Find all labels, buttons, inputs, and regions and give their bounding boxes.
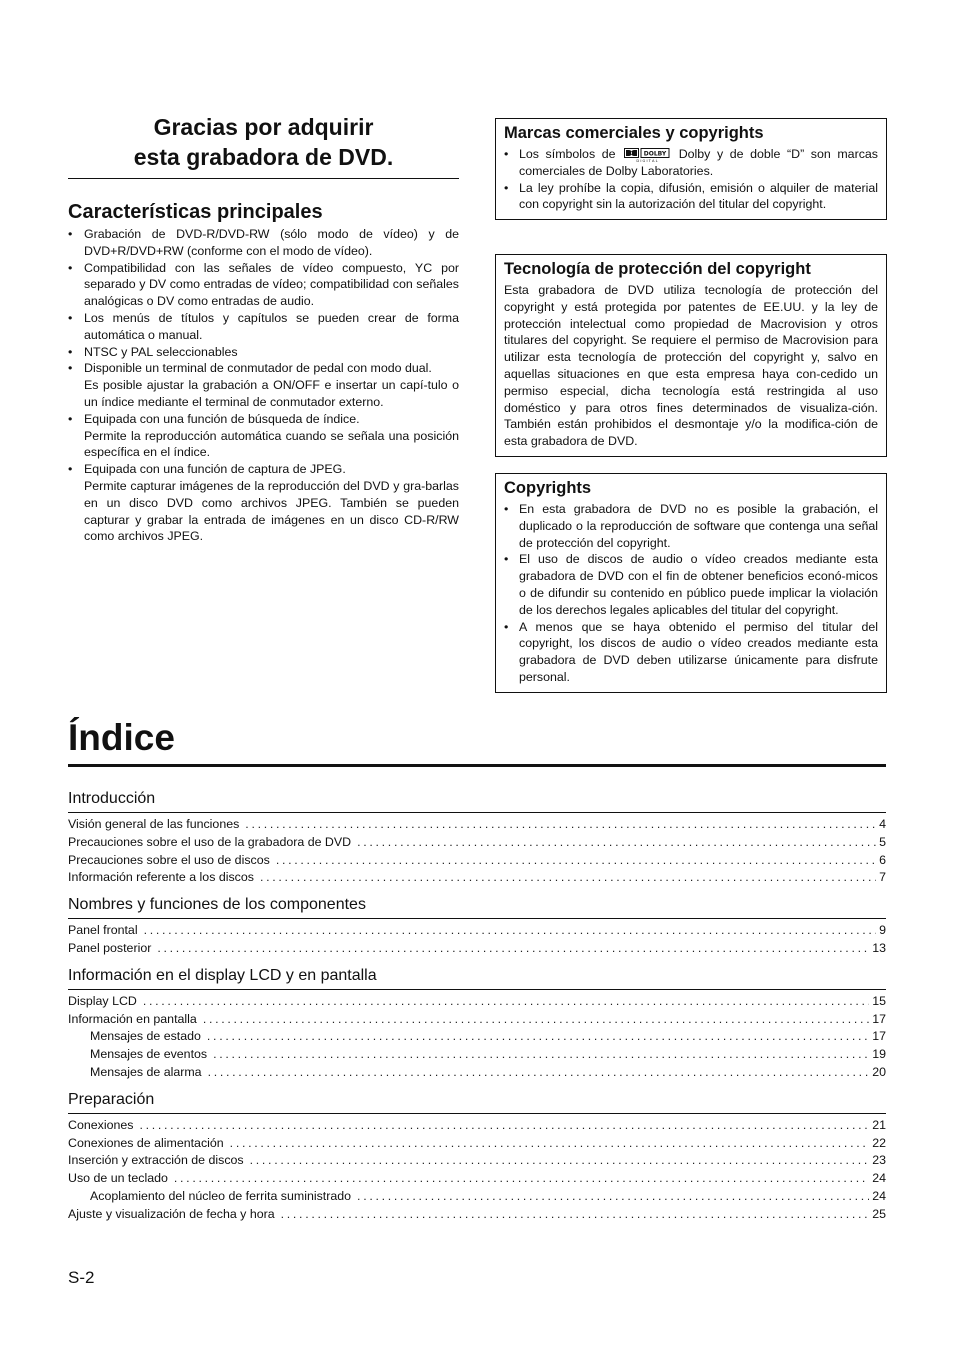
toc-section [68, 963, 886, 1082]
toc-entry[interactable]: Conexiones ..... 21 [68, 1117, 886, 1135]
toc-entry[interactable]: Mensajes de alarma ..... 20 [68, 1064, 886, 1082]
feature-item: • Equipada con una función de búsqueda de índice. Permite la reproducción automática cuando se señala una posición específica en el índice. [68, 411, 459, 461]
toc-entry[interactable]: Información referente a los discos ..... 7 [68, 869, 886, 887]
index-title: Índice [68, 712, 886, 767]
trademarks-box [495, 118, 887, 220]
copyrights-list [504, 501, 878, 686]
copyrights-heading: Copyrights [504, 479, 592, 497]
toc-section-heading: Preparación [68, 1087, 886, 1114]
svg-text:DOLBY: DOLBY [643, 150, 667, 158]
copyrights-box [495, 473, 887, 693]
protection-heading: Tecnología de protección del copyright [504, 260, 811, 278]
left-column [68, 112, 459, 545]
toc-section-heading: Introducción [68, 786, 886, 813]
protection-body: Esta grabadora de DVD utiliza tecnología de protección del copyright y está protegida por patentes de EE.UU. y la ley de protección intelectual como propiedad de Macrovision y otros titulares del copyright. Se requiere el permiso de Macrovision para utilizar esta tecnología de protección del copyright y, salvo en aquellas situaciones en que esta empresa haya con-cedido un permiso especial, dicha tecnología está restringida al uso doméstico y para otros fines determinados de visualiza-ción. También están prohibidos el desmontaje y/o la modifica-ción de esta grabadora de DVD. [504, 283, 878, 449]
toc-entry[interactable]: Mensajes de estado ..... 17 [68, 1028, 886, 1046]
trademarks-list [504, 146, 878, 213]
thanks-title-line2: esta grabadora de DVD. [133, 144, 394, 170]
feature-subtext: Permite capturar imágenes de la reproducción del DVD y gra-barlas en un disco DVD como archivos JPEG. También se pueden capturar y grabar la entrada de imágenes en un disco CD-R/RW como archivos JPEG. [84, 478, 459, 544]
feature-item: • Compatibilidad con las señales de vídeo compuesto, YC por separado y DV como entradas de vídeo; compatibilidad con señales analógicas o DV como entradas de audio. [68, 260, 459, 310]
svg-text:D I G I T A L: D I G I T A L [636, 158, 658, 162]
toc-entry[interactable]: Inserción y extracción de discos ..... 23 [68, 1152, 886, 1170]
toc-entry[interactable]: Panel frontal ..... 9 [68, 922, 886, 940]
feature-item: • Grabación de DVD-R/DVD-RW (sólo modo de vídeo) y de DVD+R/DVD+RW (conforme con el modo de vídeo). [68, 226, 459, 260]
feature-item: • Los menús de títulos y capítulos se pueden crear de forma automática o manual. [68, 310, 459, 344]
feature-item: • Disponible un terminal de conmutador de pedal con modo dual. Es posible ajustar la grabación a ON/OFF e insertar un capí-tulo o un índice mediante el terminal de conmutador externo. [68, 360, 459, 410]
toc-entry[interactable]: Precauciones sobre el uso de discos ..... 6 [68, 852, 886, 870]
toc-entry[interactable]: Precauciones sobre el uso de la grabadora de DVD ..... 5 [68, 834, 886, 852]
toc-entry[interactable]: Acoplamiento del núcleo de ferrita suministrado ..... 24 [68, 1188, 886, 1206]
trademark-item: • La ley prohíbe la copia, difusión, emisión o alquiler de material con copyright sin la autorización del titular del copyright. [504, 180, 878, 214]
toc-entry[interactable]: Ajuste y visualización de fecha y hora ..... 25 [68, 1206, 886, 1224]
copyright-item: • A menos que se haya obtenido el permiso del titular del copyright, los discos de audio o vídeo creados mediante esta grabadora de DVD deben utilizarse únicamente para disfrute personal. [504, 619, 878, 686]
feature-subtext: Permite la reproducción automática cuando se señala una posición específica en el índice. [84, 428, 459, 460]
trademark-item: • Los símbolos de DOLBY D I G I T A L Dolby y de doble “D” son marcas comerciales de Dolby Laboratories. [504, 146, 878, 180]
toc-entry[interactable]: Uso de un teclado ..... 24 [68, 1170, 886, 1188]
toc-entry[interactable]: Información en pantalla ..... 17 [68, 1011, 886, 1029]
toc-entry[interactable]: Display LCD ..... 15 [68, 993, 886, 1011]
copyright-item: • El uso de discos de audio o vídeo creados mediante esta grabadora de DVD con el fin de obtener beneficios econó-micos o de difundir su contenido en público puede implicar la violación de los derechos legales aplicables del titular del copyright. [504, 551, 878, 618]
toc-entry[interactable]: Visión general de las funciones ..... 4 [68, 816, 886, 834]
toc-section [68, 786, 886, 887]
toc-section [68, 1087, 886, 1224]
copyright-item: • En esta grabadora de DVD no es posible la grabación, el duplicado o la reproducción de software que contenga una señal de protección del copyright. [504, 501, 878, 551]
copyright-protection-box [495, 254, 887, 457]
dolby-digital-logo-icon [624, 148, 670, 162]
toc-entry[interactable]: Conexiones de alimentación ..... 22 [68, 1135, 886, 1153]
trademarks-heading: Marcas comerciales y copyrights [504, 124, 764, 142]
toc-entry[interactable]: Mensajes de eventos ..... 19 [68, 1046, 886, 1064]
feature-item: • NTSC y PAL seleccionables [68, 344, 459, 361]
thanks-title-line1: Gracias por adquirir [153, 114, 374, 140]
page-number: S-2 [68, 1268, 95, 1287]
toc-entry[interactable]: Panel posterior ..... 13 [68, 940, 886, 958]
toc-section [68, 892, 886, 958]
table-of-contents [68, 786, 886, 1229]
features-list [68, 226, 459, 545]
feature-subtext: Es posible ajustar la grabación a ON/OFF e insertar un capí-tulo o un índice mediante el terminal de conmutador externo. [84, 378, 459, 409]
thanks-title [68, 112, 459, 179]
toc-section-heading: Información en el display LCD y en pantalla [68, 963, 886, 990]
features-heading: Características principales [68, 201, 323, 223]
toc-section-heading: Nombres y funciones de los componentes [68, 892, 886, 919]
feature-item: • Equipada con una función de captura de JPEG. Permite capturar imágenes de la reproducción del DVD y gra-barlas en un disco DVD como archivos JPEG. También se pueden capturar y grabar la entrada de imágenes en un disco CD-R/RW como archivos JPEG. [68, 461, 459, 545]
